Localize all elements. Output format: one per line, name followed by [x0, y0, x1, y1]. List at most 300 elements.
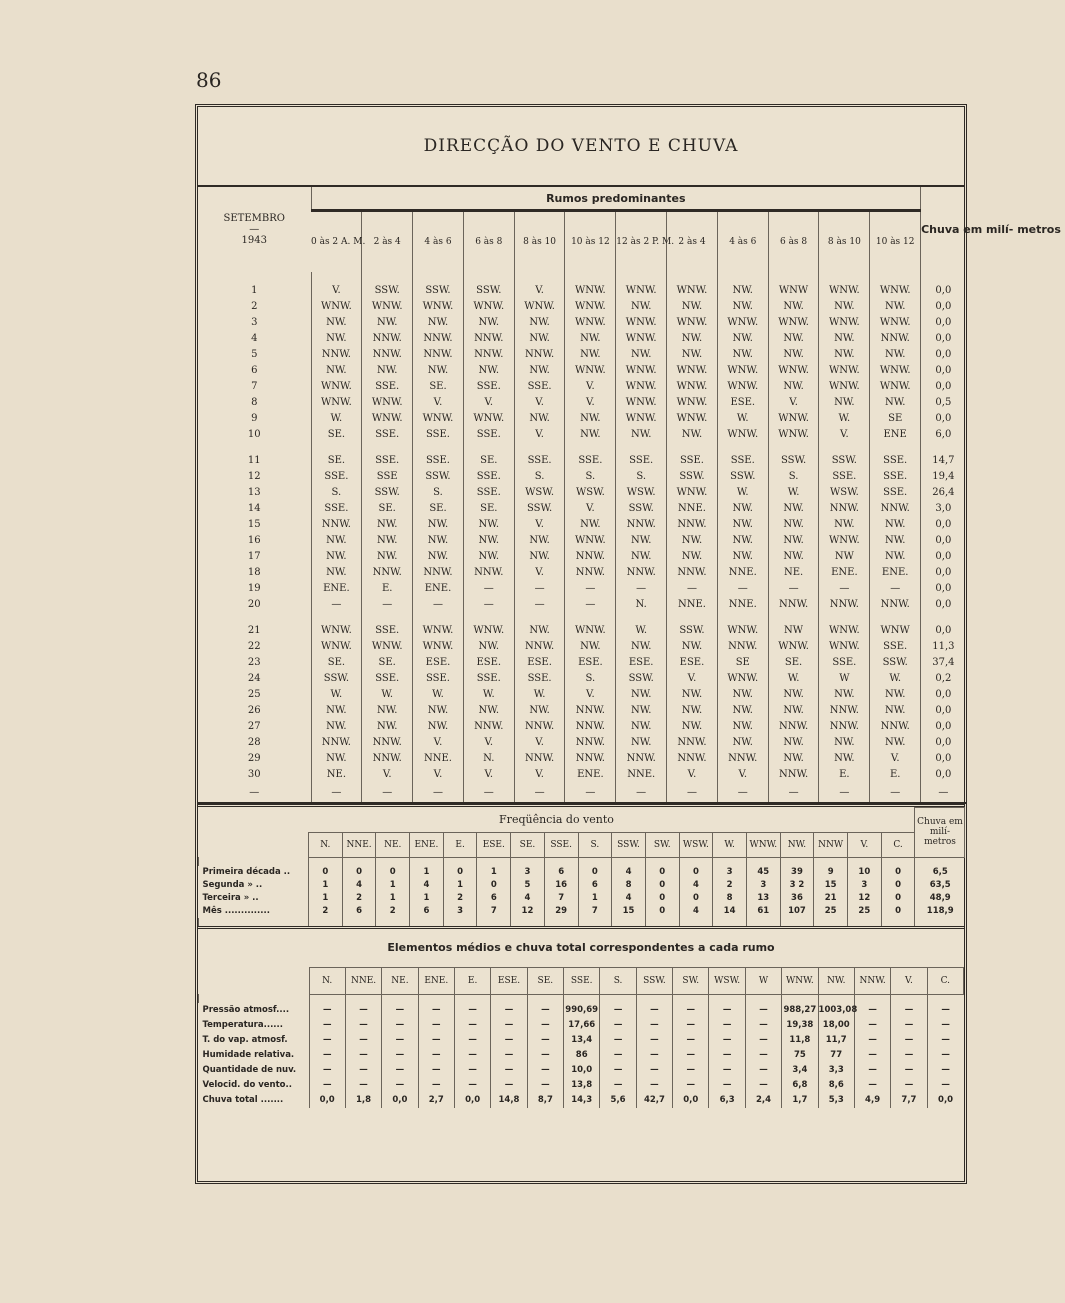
direction-header: WNW. — [782, 967, 818, 994]
direction-cell: SSE. — [311, 500, 362, 516]
direction-cell: NW. — [870, 548, 921, 564]
element-cell: 1003,08 — [818, 1003, 854, 1018]
element-cell: 19,38 — [782, 1018, 818, 1033]
direction-cell: NW. — [768, 548, 819, 564]
frequency-cell: 0 — [881, 892, 915, 905]
direction-cell: ENE. — [819, 564, 870, 580]
direction-cell: — — [717, 580, 768, 596]
table-row — [198, 410, 966, 426]
period-header: 4 às 6 — [717, 211, 768, 273]
element-cell: — — [418, 1048, 454, 1063]
direction-header: ESE. — [477, 832, 511, 857]
direction-cell: WNW. — [870, 314, 921, 330]
rain-cell: 14,7 — [921, 452, 966, 468]
direction-cell: NNW. — [514, 346, 565, 362]
element-cell: — — [673, 1018, 709, 1033]
direction-cell: NW. — [463, 548, 514, 564]
direction-header: SSE. — [564, 967, 600, 994]
direction-cell: NW. — [717, 548, 768, 564]
direction-cell: WNW. — [413, 622, 464, 638]
frequency-cell: 107 — [780, 905, 814, 918]
direction-cell: WNW. — [565, 362, 616, 378]
element-cell: — — [491, 1078, 527, 1093]
direction-cell: NW. — [717, 346, 768, 362]
direction-cell: W. — [717, 484, 768, 500]
direction-cell: NW. — [413, 718, 464, 734]
direction-cell: NW. — [667, 702, 718, 718]
element-cell: 0,0 — [309, 1093, 345, 1108]
table-row — [198, 298, 966, 314]
direction-cell: NW. — [667, 548, 718, 564]
direction-cell: V. — [463, 734, 514, 750]
frequency-cell: 3 2 — [780, 879, 814, 892]
direction-cell: NW. — [717, 718, 768, 734]
direction-cell: SE. — [311, 426, 362, 442]
direction-cell: NE. — [768, 564, 819, 580]
element-cell: — — [673, 1048, 709, 1063]
element-cell: — — [673, 1078, 709, 1093]
table-row — [198, 622, 966, 638]
direction-cell: WNW. — [717, 426, 768, 442]
direction-cell: — — [717, 782, 768, 803]
table-row — [199, 905, 965, 918]
direction-cell: ESE. — [667, 654, 718, 670]
element-cell: — — [636, 1033, 672, 1048]
direction-cell: NW. — [463, 516, 514, 532]
direction-cell: — — [616, 782, 667, 803]
direction-cell: — — [463, 580, 514, 596]
element-cell: 10,0 — [564, 1063, 600, 1078]
frequency-cell: 6 — [410, 905, 444, 918]
direction-cell: WNW. — [616, 282, 667, 298]
day-cell: 26 — [247, 704, 261, 716]
direction-cell: W. — [768, 670, 819, 686]
row-label: Mês .............. — [202, 906, 270, 916]
direction-cell: — — [819, 782, 870, 803]
frequency-cell: 3 — [713, 866, 747, 879]
direction-cell: NW. — [768, 750, 819, 766]
element-cell: — — [345, 1078, 381, 1093]
element-cell: — — [709, 1063, 745, 1078]
frequency-cell: 0 — [342, 866, 376, 879]
element-cell: — — [309, 1003, 345, 1018]
element-cell: — — [382, 1018, 418, 1033]
day-cell: 28 — [247, 736, 261, 748]
rain-cell: 11,3 — [921, 638, 966, 654]
direction-cell: SE. — [768, 654, 819, 670]
element-cell: — — [891, 1033, 927, 1048]
table-row — [198, 782, 966, 803]
direction-cell: SSW. — [819, 452, 870, 468]
day-cell: 3 — [251, 316, 258, 328]
direction-cell: NW. — [616, 638, 667, 654]
rain-cell: 26,4 — [921, 484, 966, 500]
frequency-cell: 13 — [746, 892, 780, 905]
direction-cell: NW. — [413, 548, 464, 564]
element-cell: — — [345, 1048, 381, 1063]
rain-cell: 0,0 — [921, 282, 966, 298]
frequency-cell: 0 — [881, 905, 915, 918]
direction-cell: SSE. — [413, 452, 464, 468]
direction-cell: WNW. — [768, 638, 819, 654]
element-cell: 13,4 — [564, 1033, 600, 1048]
direction-cell: WNW. — [362, 410, 413, 426]
frequency-cell: 15 — [612, 905, 646, 918]
direction-cell: — — [514, 596, 565, 612]
table-row — [199, 1078, 964, 1093]
frequency-cell: 25 — [814, 905, 848, 918]
direction-cell: NW. — [514, 548, 565, 564]
direction-cell: ESE. — [463, 654, 514, 670]
direction-cell: — — [463, 596, 514, 612]
direction-cell: NNW. — [514, 718, 565, 734]
direction-cell: SSE. — [413, 426, 464, 442]
direction-cell: V. — [819, 426, 870, 442]
day-cell: 8 — [251, 396, 258, 408]
direction-cell: SSE. — [463, 378, 514, 394]
direction-cell: V. — [565, 394, 616, 410]
table-row — [199, 1003, 964, 1018]
rain-cell: 118,9 — [915, 905, 965, 918]
element-cell: — — [891, 1048, 927, 1063]
period-header: 2 às 4 — [667, 211, 718, 273]
direction-cell: W. — [463, 686, 514, 702]
frequency-cell: 1 — [309, 879, 343, 892]
direction-cell: NW. — [768, 298, 819, 314]
direction-cell: NW. — [311, 532, 362, 548]
direction-cell: SSW. — [870, 654, 921, 670]
row-label: Velocid. do vento.. — [202, 1080, 292, 1090]
frequency-cell: 0 — [881, 866, 915, 879]
direction-cell: WNW. — [667, 394, 718, 410]
element-cell: — — [345, 1063, 381, 1078]
direction-cell: ENE. — [870, 564, 921, 580]
direction-cell: ESE. — [413, 654, 464, 670]
direction-cell: SSW. — [413, 282, 464, 298]
frequency-title: Freqüência do vento — [499, 812, 614, 826]
direction-cell: NNW. — [667, 750, 718, 766]
rain-cell: 0,0 — [921, 346, 966, 362]
element-cell: — — [600, 1063, 636, 1078]
day-cell: 19 — [247, 582, 261, 594]
direction-cell: SSE. — [463, 670, 514, 686]
direction-cell: SE. — [463, 452, 514, 468]
direction-cell: WSW. — [819, 484, 870, 500]
direction-cell: NNW. — [311, 516, 362, 532]
direction-cell: SSW. — [717, 468, 768, 484]
direction-cell: SSE. — [463, 484, 514, 500]
element-cell: 18,00 — [818, 1018, 854, 1033]
direction-cell: — — [413, 782, 464, 803]
table-row — [198, 378, 966, 394]
frequency-cell: 6 — [342, 905, 376, 918]
direction-cell: WNW. — [311, 638, 362, 654]
direction-header: NNW — [814, 832, 848, 857]
rain-cell: 0,0 — [921, 596, 966, 612]
frequency-cell: 3 — [511, 866, 545, 879]
table-row — [198, 426, 966, 442]
direction-cell: WNW — [768, 282, 819, 298]
direction-cell: ESE. — [565, 654, 616, 670]
day-cell: 10 — [247, 428, 261, 440]
direction-cell: — — [768, 782, 819, 803]
direction-cell: NNW. — [616, 750, 667, 766]
direction-cell: — — [819, 580, 870, 596]
direction-cell: NW. — [819, 686, 870, 702]
month-dash: — — [249, 224, 260, 235]
day-cell: 2 — [251, 300, 258, 312]
direction-cell: NW. — [870, 346, 921, 362]
direction-cell: SSE. — [565, 452, 616, 468]
direction-cell: NNE. — [616, 766, 667, 782]
period-header: 0 às 2 A. M. — [311, 211, 362, 273]
direction-cell: V. — [514, 282, 565, 298]
element-cell: — — [673, 1063, 709, 1078]
direction-cell: W. — [311, 410, 362, 426]
table-frame — [195, 104, 1061, 1184]
table-row — [199, 866, 965, 879]
direction-header: SW. — [673, 967, 709, 994]
direction-cell: NW. — [667, 330, 718, 346]
direction-cell: W. — [514, 686, 565, 702]
direction-cell: NW. — [768, 686, 819, 702]
direction-cell: SE. — [311, 654, 362, 670]
element-cell: — — [309, 1063, 345, 1078]
direction-cell: S. — [616, 468, 667, 484]
direction-cell: NW. — [616, 702, 667, 718]
direction-cell: NNW. — [768, 718, 819, 734]
direction-cell: NW. — [616, 532, 667, 548]
direction-header: C. — [881, 832, 915, 857]
frequency-cell: 25 — [848, 905, 882, 918]
direction-cell: SE — [717, 654, 768, 670]
elements-table — [198, 967, 964, 1108]
direction-cell: NW. — [870, 298, 921, 314]
direction-header: NNW. — [854, 967, 890, 994]
period-header: 6 às 8 — [768, 211, 819, 273]
direction-cell: NW. — [870, 734, 921, 750]
direction-cell: NNW. — [819, 718, 870, 734]
direction-cell: NE. — [311, 766, 362, 782]
direction-cell: SSE. — [870, 638, 921, 654]
element-cell: 75 — [782, 1048, 818, 1063]
table-row — [199, 1048, 964, 1063]
table-row — [198, 596, 966, 612]
direction-cell: SSE. — [870, 452, 921, 468]
direction-cell: SSE. — [870, 468, 921, 484]
direction-header: SW. — [645, 832, 679, 857]
direction-cell: NW. — [565, 426, 616, 442]
direction-cell: V. — [667, 766, 718, 782]
direction-cell: NW. — [311, 750, 362, 766]
frequency-cell: 36 — [780, 892, 814, 905]
direction-cell: NNW. — [717, 638, 768, 654]
element-cell: — — [745, 1063, 781, 1078]
direction-cell: WNW. — [565, 282, 616, 298]
direction-cell: NNW. — [667, 734, 718, 750]
day-cell: 7 — [251, 380, 258, 392]
element-cell: — — [418, 1063, 454, 1078]
element-cell: 0,0 — [927, 1093, 963, 1108]
element-cell: — — [636, 1003, 672, 1018]
row-label: Primeira década .. — [202, 867, 291, 877]
day-cell: 20 — [247, 598, 261, 610]
element-cell: — — [527, 1048, 563, 1063]
period-header: 4 às 6 — [413, 211, 464, 273]
direction-cell: NW. — [413, 702, 464, 718]
direction-cell: SSW. — [616, 670, 667, 686]
row-label: Pressão atmosf.... — [202, 1005, 290, 1015]
element-cell: — — [454, 1048, 490, 1063]
frequency-cell: 0 — [376, 866, 410, 879]
direction-cell: NNE. — [667, 500, 718, 516]
rain-cell: 0,0 — [921, 378, 966, 394]
direction-cell: NNW. — [768, 766, 819, 782]
element-cell: — — [891, 1063, 927, 1078]
direction-cell: NW. — [768, 378, 819, 394]
direction-header: V. — [891, 967, 927, 994]
direction-cell: SE. — [463, 500, 514, 516]
element-cell: — — [345, 1003, 381, 1018]
element-cell: — — [382, 1048, 418, 1063]
element-cell: — — [927, 1033, 963, 1048]
frequency-cell: 6 — [477, 892, 511, 905]
element-cell: 13,8 — [564, 1078, 600, 1093]
direction-cell: NW. — [717, 500, 768, 516]
direction-header: V. — [848, 832, 882, 857]
row-label: Terceira » .. — [202, 893, 259, 903]
direction-cell: WSW. — [565, 484, 616, 500]
day-cell: 24 — [247, 672, 261, 684]
direction-cell: W. — [870, 670, 921, 686]
direction-cell: WNW. — [667, 378, 718, 394]
element-cell: 11,8 — [782, 1033, 818, 1048]
direction-cell: WNW. — [717, 622, 768, 638]
table-row — [198, 670, 966, 686]
element-cell: — — [491, 1063, 527, 1078]
element-cell: — — [382, 1078, 418, 1093]
frequency-cell: 4 — [679, 905, 713, 918]
element-cell: — — [309, 1018, 345, 1033]
rain-cell: 63,5 — [915, 879, 965, 892]
direction-cell: NW. — [717, 532, 768, 548]
direction-cell: NNW. — [819, 596, 870, 612]
direction-cell: V. — [311, 282, 362, 298]
direction-cell: V. — [413, 394, 464, 410]
element-cell: — — [854, 1018, 890, 1033]
direction-cell: V. — [870, 750, 921, 766]
direction-header: ENE. — [418, 967, 454, 994]
direction-cell: NNW. — [870, 500, 921, 516]
table-row — [198, 532, 966, 548]
direction-cell: WNW. — [819, 282, 870, 298]
direction-header: WSW. — [709, 967, 745, 994]
element-cell: — — [382, 1063, 418, 1078]
element-cell: — — [418, 1018, 454, 1033]
direction-cell: NNW. — [311, 346, 362, 362]
table-row — [199, 1093, 964, 1108]
frequency-cell: 2 — [309, 905, 343, 918]
direction-cell: WSW. — [514, 484, 565, 500]
direction-cell: NW. — [717, 330, 768, 346]
direction-cell: — — [362, 596, 413, 612]
direction-header: WNW. — [746, 832, 780, 857]
element-cell: — — [527, 1078, 563, 1093]
direction-cell: — — [565, 596, 616, 612]
frequency-cell: 12 — [511, 905, 545, 918]
direction-cell: NW. — [311, 564, 362, 580]
frequency-cell: 2 — [713, 879, 747, 892]
element-cell: — — [927, 1078, 963, 1093]
year-label: 1943 — [241, 235, 267, 246]
elements-section — [198, 926, 964, 1108]
direction-cell: — — [311, 782, 362, 803]
direction-cell: NNW. — [413, 330, 464, 346]
frequency-cell: 0 — [477, 879, 511, 892]
direction-cell: V. — [514, 516, 565, 532]
row-label: Temperatura...... — [202, 1020, 283, 1030]
frequency-cell: 29 — [544, 905, 578, 918]
rain-cell: 0,0 — [921, 314, 966, 330]
frequency-cell: 0 — [645, 879, 679, 892]
direction-cell: WSW. — [616, 484, 667, 500]
day-cell: 17 — [247, 550, 261, 562]
direction-cell: WNW. — [463, 410, 514, 426]
element-cell: — — [600, 1078, 636, 1093]
element-cell: — — [418, 1003, 454, 1018]
direction-cell: WNW. — [311, 298, 362, 314]
direction-cell: NW. — [514, 702, 565, 718]
direction-cell: NW. — [514, 362, 565, 378]
direction-cell: WNW. — [870, 378, 921, 394]
direction-cell: NNW. — [362, 564, 413, 580]
direction-cell: WNW. — [870, 282, 921, 298]
period-header: 10 às 12 — [870, 211, 921, 273]
frequency-cell: 39 — [780, 866, 814, 879]
direction-cell: NW. — [413, 516, 464, 532]
direction-cell: WNW — [870, 622, 921, 638]
direction-cell: ESE. — [717, 394, 768, 410]
direction-cell: NW. — [565, 410, 616, 426]
direction-cell: NW. — [362, 702, 413, 718]
direction-cell: NW. — [413, 362, 464, 378]
direction-header: NW. — [780, 832, 814, 857]
table-row — [198, 362, 966, 378]
day-cell: 23 — [247, 656, 261, 668]
wind-direction-table — [198, 187, 1061, 804]
direction-header: WSW. — [679, 832, 713, 857]
rain-cell: 0,2 — [921, 670, 966, 686]
direction-cell: SSE. — [616, 452, 667, 468]
direction-cell: — — [514, 782, 565, 803]
element-cell: 42,7 — [636, 1093, 672, 1108]
direction-cell: NW. — [667, 638, 718, 654]
direction-cell: WNW. — [413, 638, 464, 654]
direction-cell: NW. — [667, 346, 718, 362]
direction-header: SSW. — [636, 967, 672, 994]
direction-cell: NW. — [717, 734, 768, 750]
element-cell: — — [927, 1003, 963, 1018]
element-cell: — — [309, 1033, 345, 1048]
direction-cell: SSE. — [362, 426, 413, 442]
elements-title: Elementos médios e chuva total correspondentes a cada rumo — [387, 940, 775, 954]
direction-cell: — — [514, 580, 565, 596]
element-cell: 0,0 — [382, 1093, 418, 1108]
direction-cell: WNW. — [463, 298, 514, 314]
frequency-cell: 8 — [612, 879, 646, 892]
direction-cell: S. — [565, 468, 616, 484]
day-cell: 14 — [247, 502, 261, 514]
